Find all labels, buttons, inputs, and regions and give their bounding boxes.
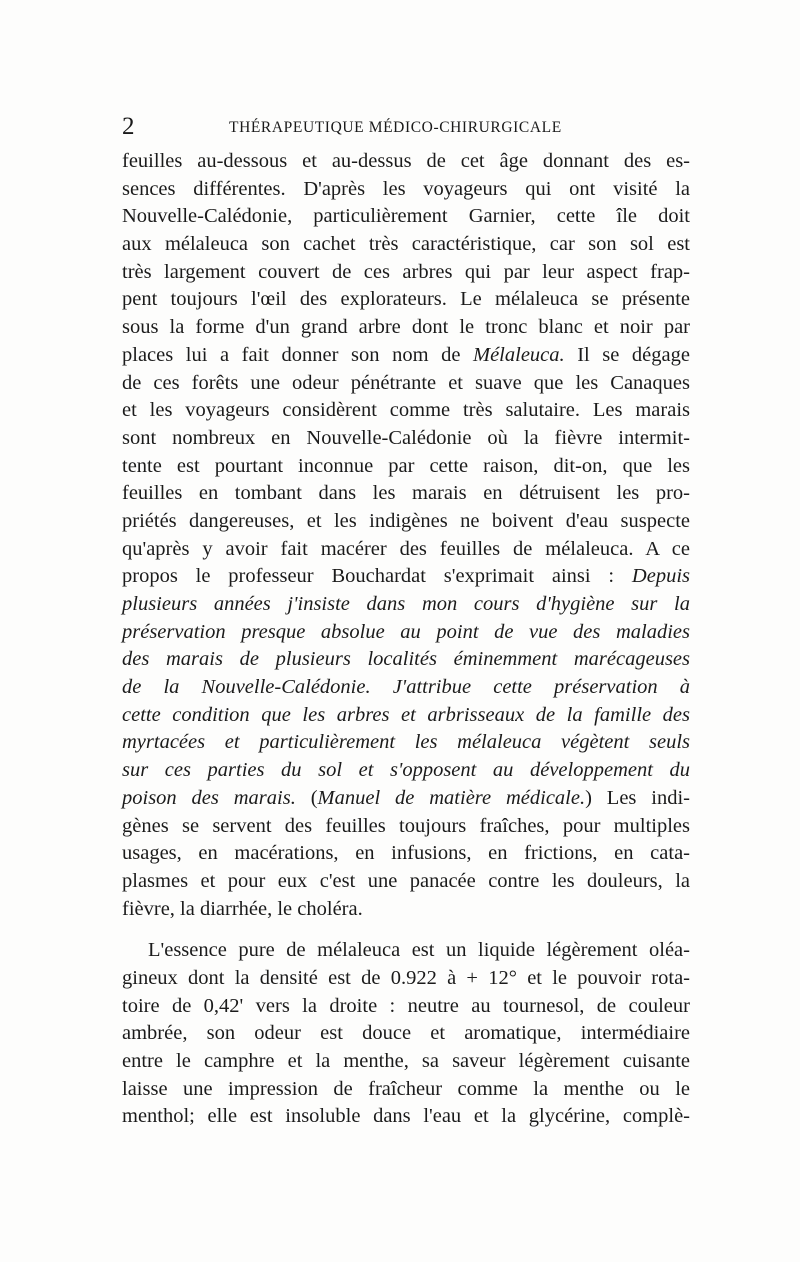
text-segment: (: [310, 786, 318, 809]
text-line: plasmes et pour eux c'est une panacée contre les douleurs, la: [122, 869, 690, 892]
text-line: laisse une impression de fraîcheur comme la menthe ou le: [122, 1077, 690, 1100]
italic-quote: Depuis: [631, 565, 690, 588]
page-header: [122, 112, 690, 142]
italic-quote-line: de la Nouvelle-Calédonie. J'attribue cette préservation à: [122, 676, 690, 699]
text-segment: propos le professeur Bouchardat s'exprimait ainsi :: [122, 565, 632, 588]
text-line: gineux dont la densité est de 0.922 à + 12° et le pouvoir rota-: [122, 966, 690, 989]
text-line: très largement couvert de ces arbres qui par leur aspect frap-: [122, 260, 690, 283]
text-line: usages, en macérations, en infusions, en frictions, en cata-: [122, 842, 690, 865]
paragraph-1: [122, 148, 690, 923]
text-line: Nouvelle-Calédonie, particulièrement Garnier, cette île doit: [122, 205, 690, 228]
text-line: feuilles au-dessous et au-dessus de cet âge donnant des es-: [122, 150, 690, 172]
paragraph-gap: [122, 923, 690, 937]
text-segment: places lui a fait donner son nom de: [122, 343, 473, 366]
italic-quote-line: plusieurs années j'insiste dans mon cours d'hygiène sur la: [122, 593, 690, 615]
text-segment: ) Les indi-: [585, 786, 690, 809]
text-line: sont nombreux en Nouvelle-Calédonie où la fièvre intermit-: [122, 426, 690, 449]
text-line: sous la forme d'un grand arbre dont le tronc blanc et noir par: [122, 316, 690, 339]
text-line: de ces forêts une odeur pénétrante et suave que les Canaques: [122, 371, 690, 394]
italic-quote-line: préservation presque absolue au point de vue des maladies: [122, 620, 690, 643]
italic-citation: Manuel de matière médicale.: [317, 786, 586, 809]
text-line: fièvre, la diarrhée, le choléra.: [122, 897, 363, 920]
page-number: 2: [122, 113, 135, 140]
paragraph-2: [122, 937, 690, 1131]
body-text: [122, 148, 690, 1131]
text-line: tente est pourtant inconnue par cette raison, dit-on, que les: [122, 454, 690, 477]
text-line: feuilles en tombant dans les marais en détruisent les pro-: [122, 482, 690, 505]
text-line: priétés dangereuses, et les indigènes ne boivent d'eau suspecte: [122, 509, 690, 532]
text-line: entre le camphre et la menthe, sa saveur légèrement cuisante: [122, 1050, 690, 1072]
text-line: menthol; elle est insoluble dans l'eau et la glycérine, complè-: [122, 1105, 690, 1128]
text-line: [122, 342, 690, 370]
text-line: sences différentes. D'après les voyageurs qui ont visité la: [122, 177, 690, 200]
text-line: qu'après y avoir fait macérer des feuilles de mélaleuca. A ce: [122, 537, 690, 560]
italic-quote-line: myrtacées et particulièrement les mélaleuca végètent seuls: [122, 731, 690, 754]
text-segment: Il se dégage: [564, 343, 690, 366]
text-line: toire de 0,42' vers la droite : neutre au tournesol, de couleur: [122, 994, 690, 1017]
italic-quote-line: sur ces parties du sol et s'opposent au développement du: [122, 759, 690, 782]
text-line: pent toujours l'œil des explorateurs. Le mélaleuca se présente: [122, 288, 690, 311]
text-line: L'essence pure de mélaleuca est un liquide légèrement oléa-: [148, 939, 690, 962]
text-line: et les voyageurs considèrent comme très salutaire. Les marais: [122, 399, 690, 422]
running-title: THÉRAPEUTIQUE MÉDICO-CHIRURGICALE: [229, 119, 562, 136]
italic-quote-line: cette condition que les arbres et arbrisseaux de la famille des: [122, 703, 690, 726]
italic-quote-line: des marais de plusieurs localités éminemment marécageuses: [122, 648, 690, 671]
text-line: gènes se servent des feuilles toujours fraîches, pour multiples: [122, 814, 690, 837]
italic-term: Mélaleuca.: [473, 343, 565, 366]
text-line: ambrée, son odeur est douce et aromatique, intermédiaire: [122, 1022, 690, 1045]
text-line: aux mélaleuca son cachet très caractéristique, car son sol est: [122, 233, 690, 256]
text-line: [122, 563, 690, 591]
italic-quote: poison des marais.: [122, 786, 311, 809]
text-line: [122, 785, 690, 813]
